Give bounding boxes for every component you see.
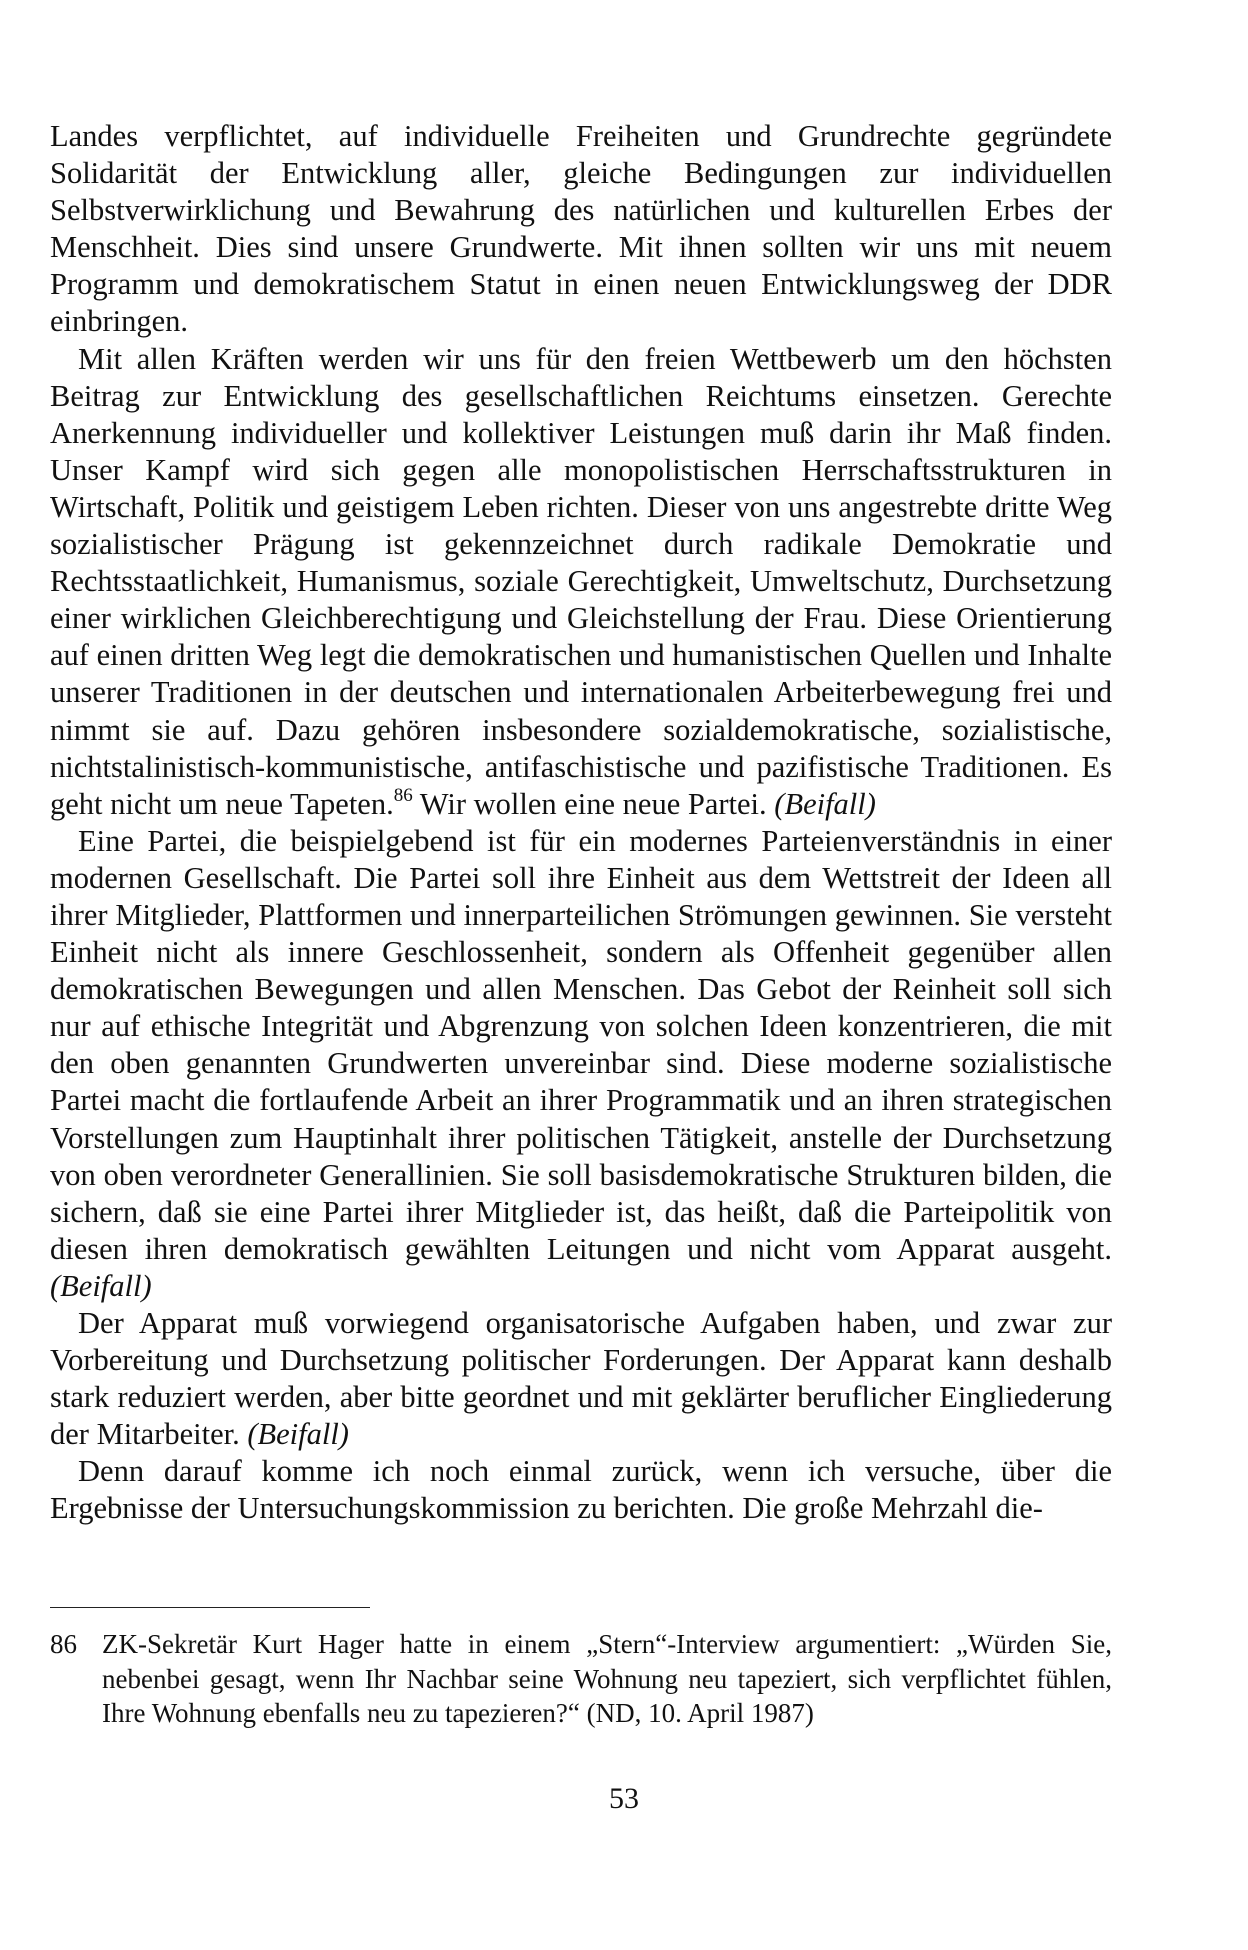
body-text (50, 118, 1112, 1528)
applause-note: (Beifall) (247, 1417, 349, 1452)
paragraph (50, 118, 1112, 341)
text-segment: Der Apparat muß vorwiegend organisatorische Aufgaben haben, und zwar zur Vorbereitung und Durchsetzung politischer Forderungen. Der Apparat kann deshalb stark reduziert werden, aber bitte geordnet und mit geklärter beruflicher Eingliederung der Mitarbeiter. (50, 1306, 1112, 1452)
paragraph (50, 1453, 1112, 1527)
text-segment: Mit allen Kräften werden wir uns für den freien Wettbewerb um den höchsten Beitrag zur Entwicklung des gesellschaftlichen Reichtums einsetzen. Gerechte Anerkennung individueller und kollektiver Leistungen muß darin ihr Maß finden. Unser Kampf wird sich gegen alle monopolistischen Herrschaftsstrukturen in Wirtschaft, Politik und geistigem Leben richten. Dieser von uns angestrebte dritte Weg sozialistischer Prägung ist gekennzeichnet durch radikale Demokratie und Rechtsstaatlichkeit, Humanismus, soziale Gerechtigkeit, Umweltschutz, Durchsetzung einer wirklichen Gleichberechtigung und Gleichstellung der Frau. Diese Orientierung auf einen dritten Weg legt die demokratischen und humanistischen Quellen und Inhalte unserer Traditionen in der deutschen und internationalen Arbeiterbewegung frei und nimmt sie auf. Dazu gehören insbesondere sozialdemokratische, sozialistische, nichtstalinistisch-kommunistische, antifaschistische und pazifistische Traditionen. Es geht nicht um neue Tapeten. (50, 341, 1112, 821)
footnote-number: 86 (50, 1629, 77, 1659)
page-number: 53 (609, 1782, 639, 1815)
footnote (50, 1627, 1112, 1731)
text-segment: Wir wollen eine neue Partei. (412, 786, 775, 821)
text-segment: Landes verpflichtet, auf individuelle Freiheiten und Grundrechte gegründete Solidarität der Entwicklung aller, gleiche Bedingungen zur individuellen Selbstverwirklichung und Bewahrung des natürlichen und kulturellen Erbes der Menschheit. Dies sind unsere Grundwerte. Mit ihnen sollten wir uns mit neuem Programm und demokratischem Statut in einen neuen Entwicklungsweg der DDR einbringen. (50, 119, 1112, 339)
applause-note: (Beifall) (50, 1268, 152, 1303)
applause-note: (Beifall) (774, 786, 876, 821)
text-segment: Eine Partei, die beispielgebend ist für ein modernes Parteienverständnis in einer modernen Gesellschaft. Die Partei soll ihre Einheit aus dem Wettstreit der Ideen all ihrer Mitglieder, Plattformen und innerparteilichen Strömungen gewinnen. Sie versteht Einheit nicht als innere Geschlossenheit, sondern als Offenheit gegenüber allen demokratischen Bewegungen und allen Menschen. Das Gebot der Reinheit soll sich nur auf ethische Integrität und Abgrenzung von solchen Ideen konzentrieren, die mit den oben genannten Grundwerten unvereinbar sind. Diese moderne sozialistische Partei macht die fortlaufende Arbeit an ihrer Programmatik und an ihren strategischen Vorstellungen zum Hauptinhalt ihrer politischen Tätigkeit, anstelle der Durchsetzung von oben verordneter Generallinien. Sie soll basisdemokratische Strukturen bilden, die sichern, daß sie eine Partei ihrer Mitglieder ist, das heißt, daß die Parteipolitik von diesen ihren demokratisch gewählten Leitungen und nicht vom Apparat ausgeht. (50, 823, 1112, 1266)
footnote-divider (50, 1607, 370, 1608)
paragraph (50, 1305, 1112, 1453)
footnote-text: ZK-Sekretär Kurt Hager hatte in einem „Stern“-Interview argumentiert: „Würden Sie, nebenbei gesagt, wenn Ihr Nachbar seine Wohnung neu tapeziert, sich verpflichtet fühlen, Ihre Wohnung ebenfalls neu zu tapezieren?“ (ND, 10. April 1987) (102, 1629, 1112, 1728)
paragraph (50, 823, 1112, 1305)
text-segment: Denn darauf komme ich noch einmal zurück, wenn ich versuche, über die Ergebnisse der Untersuchungskommission zu berichten. Die große Mehrzahl die- (50, 1454, 1112, 1526)
footnote-reference: 86 (393, 784, 413, 806)
paragraph (50, 341, 1112, 823)
